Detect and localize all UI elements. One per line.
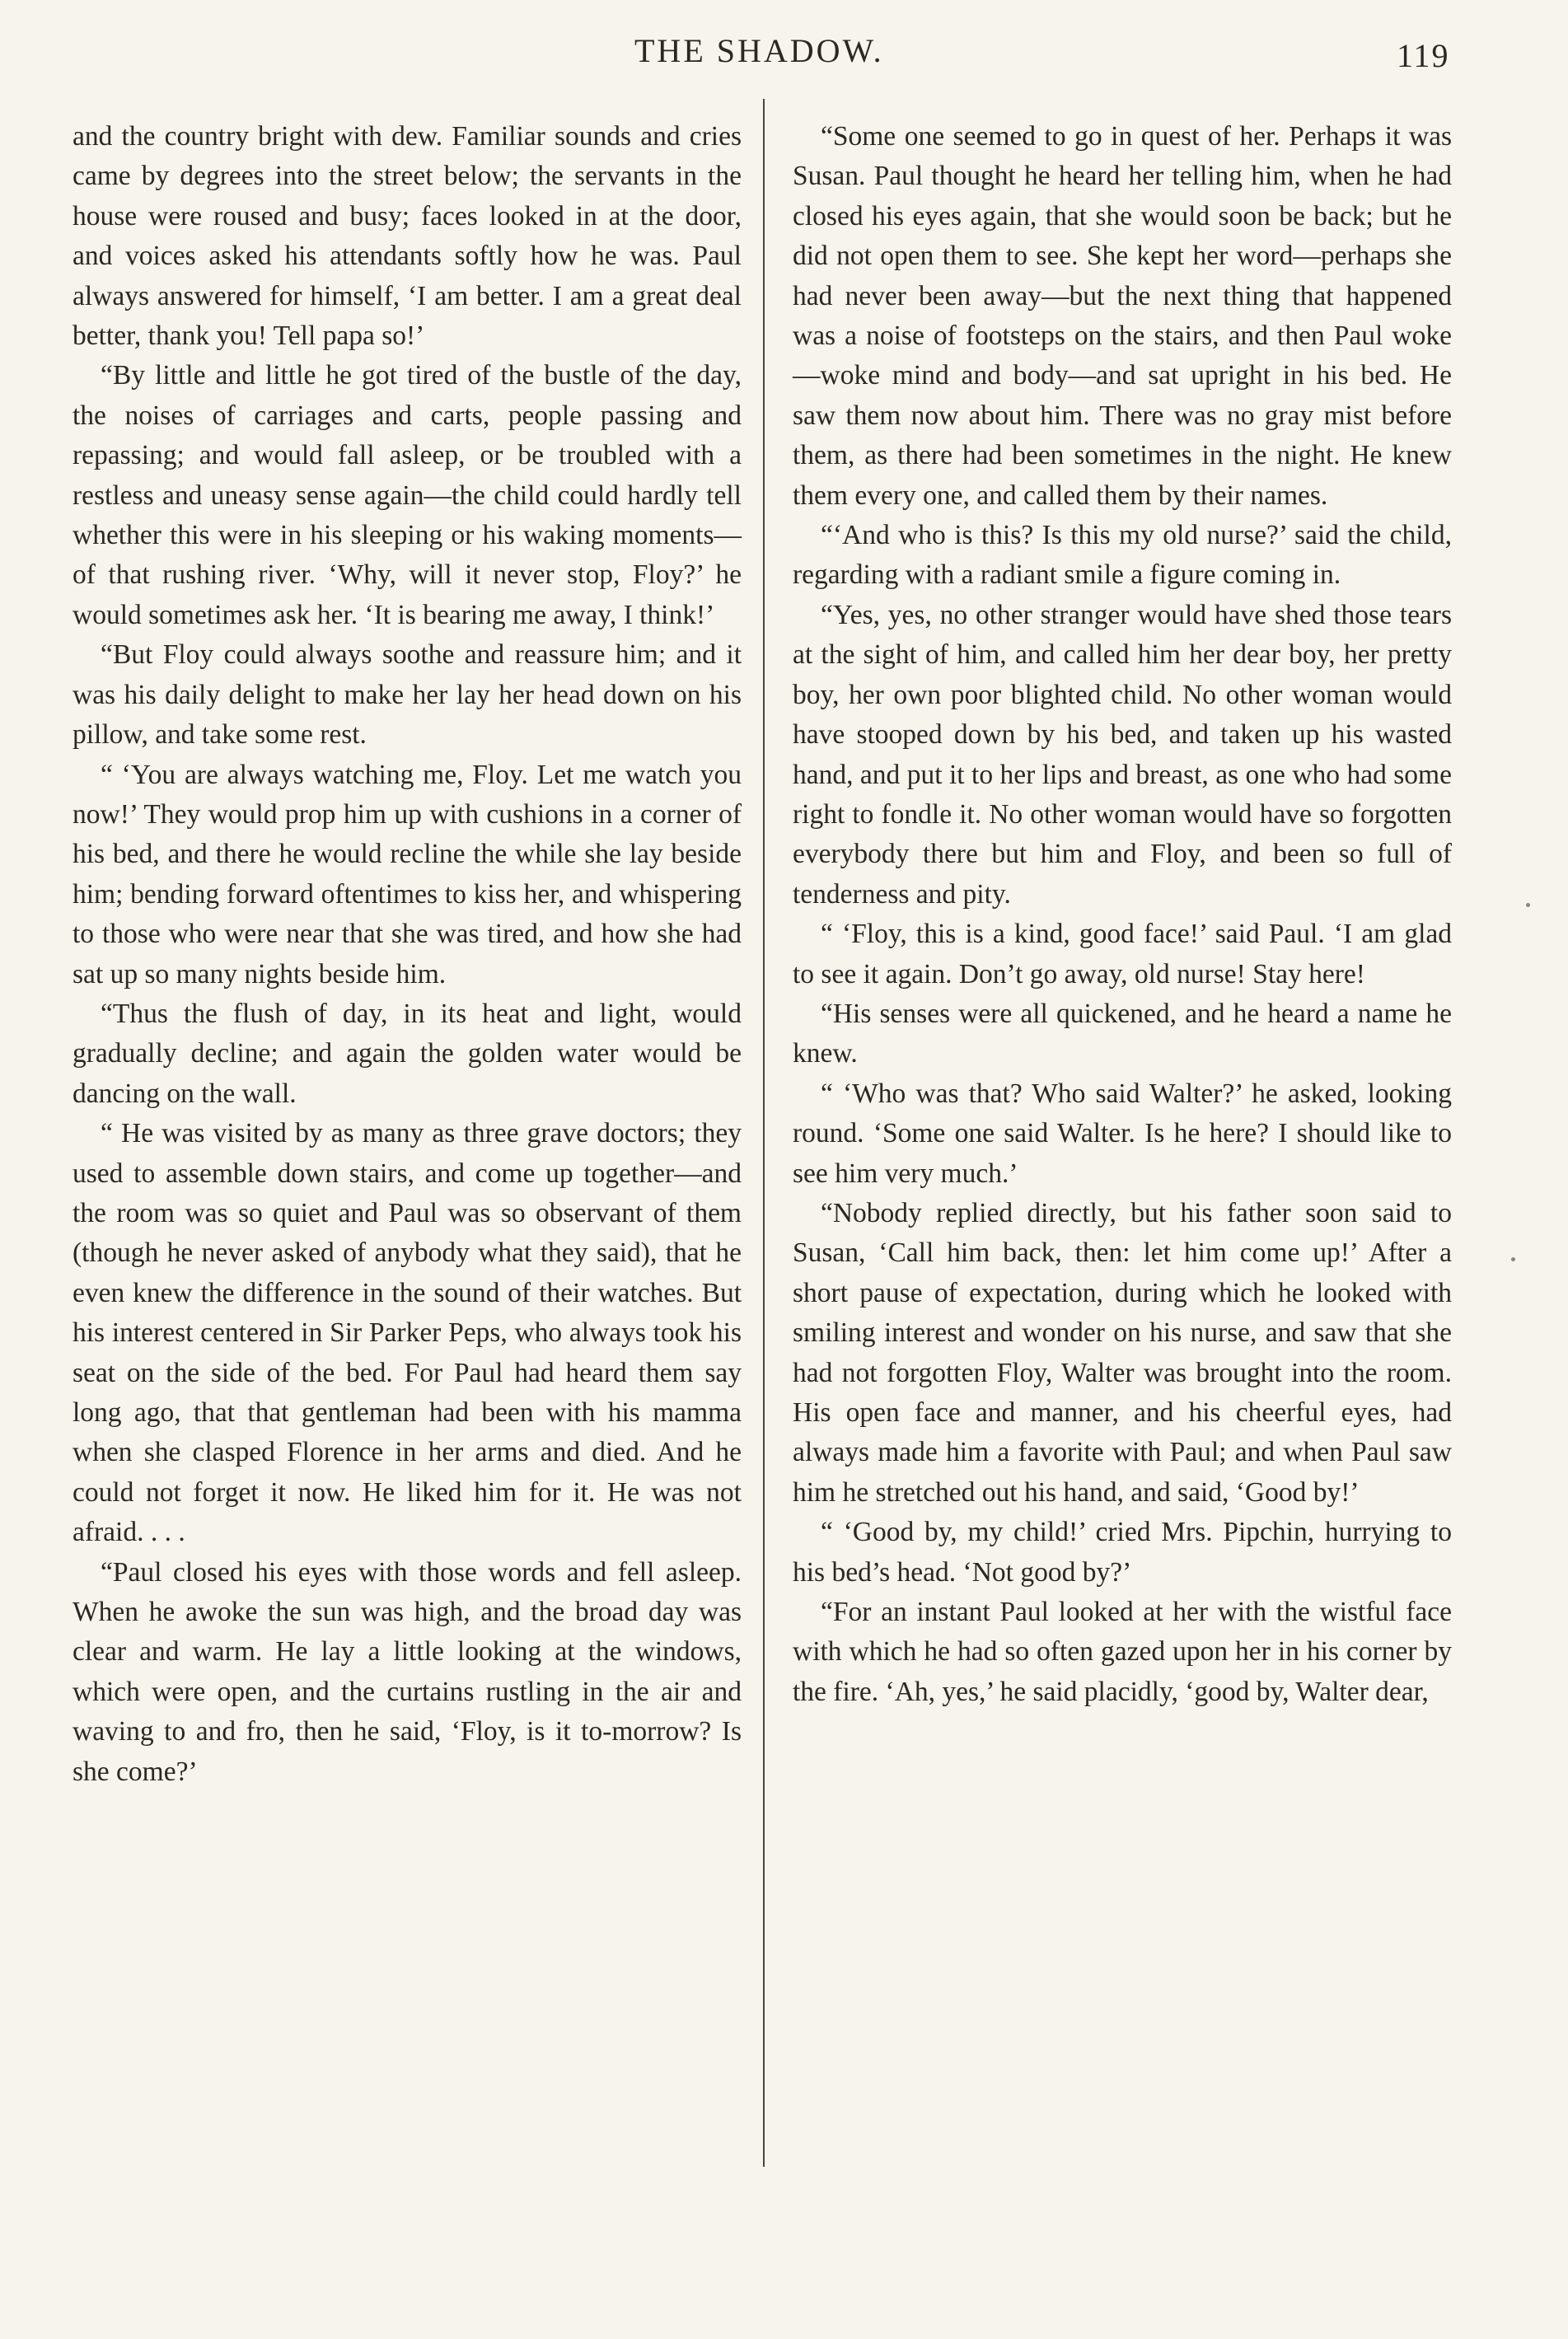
paragraph: and the country bright with dew. Familiar sounds and cries came by degrees into the street below; the servants in the house were roused and busy; faces looked in at the door, and voices asked his attendants softly how he was. Paul always answered for himself, ‘I am better. I am a great deal better, thank you! Tell papa so!’	[73, 121, 742, 352]
paragraph: “Some one seemed to go in quest of her. Perhaps it was Susan. Paul thought he heard her telling him, when he had closed his eyes again, that she would soon be back; but he did not open them to see. She kept her word—perhaps she had never been away—but the next thing that happened was a noise of footsteps on the stairs, and then Paul woke—woke mind and body—and sat upright in his bed. He saw them now about him. There was no gray mist before them, as there had been sometimes in the night. He knew them every one, and called them by their names.	[793, 121, 1452, 511]
page-header	[0, 31, 1568, 81]
paragraph: “His senses were all quickened, and he heard a name he knew.	[793, 998, 1452, 1069]
paragraph: “ ‘You are always watching me, Floy. Let me watch you now!’ They would prop him up with cushions in a corner of his bed, and there he would recline the while she lay beside him; bending forward oftentimes to kiss her, and whispering to those who were near that she was tired, and how she had sat up so many nights beside him.	[73, 759, 742, 989]
paragraph: “Thus the flush of day, in its heat and light, would gradually decline; and again the golden water would be dancing on the wall.	[73, 998, 742, 1109]
paragraph: “But Floy could always soothe and reassure him; and it was his daily delight to make her lay her head down on his pillow, and take some rest.	[73, 639, 742, 751]
paragraph: “ He was visited by as many as three grave doctors; they used to assemble down stairs, and come up together—and the room was so quiet and Paul was so observant of them (though he never asked of anybody what they said), that he even knew the difference in the sound of their watches. But his interest centered in Sir Parker Peps, who always took his seat on the side of the bed. For Paul had heard them say long ago, that that gentleman had been with his mamma when she clasped Florence in her arms and died. And he could not forget it now. He liked him for it. He was not afraid. . . .	[73, 1118, 742, 1548]
paragraph: “ ‘Good by, my child!’ cried Mrs. Pipchin, hurrying to his bed’s head. ‘Not good by?’	[793, 1517, 1452, 1588]
paragraph: “For an instant Paul looked at her with the wistful face with which he had so often gazed upon her in his corner by the fire. ‘Ah, yes,’ he said placidly, ‘good by, Walter dear,	[793, 1597, 1452, 1707]
paragraph: “Nobody replied directly, but his father soon said to Susan, ‘Call him back, then: let him come up!’ After a short pause of expectation, during which he looked with smiling interest and wonder on his nurse, and saw that she had not forgotten Floy, Walter was brought into the room. His open face and manner, and his cheerful eyes, had always made him a favorite with Paul; and when Paul saw him he stretched out his hand, and said, ‘Good by!’	[793, 1197, 1452, 1508]
paragraph: “ ‘Who was that? Who said Walter?’ he asked, looking round. ‘Some one said Walter. Is he here? I should like to see him very much.’	[793, 1078, 1452, 1189]
page-number: 119	[1397, 37, 1450, 74]
column-divider	[763, 99, 765, 2167]
running-title: THE SHADOW.	[634, 32, 884, 69]
paragraph: “Yes, yes, no other stranger would have shed those tears at the sight of him, and called him her dear boy, her pretty boy, her own poor blighted child. No other woman would have stooped down by his bed, and taken up his wasted hand, and put it to her lips and breast, as one who had some right to fondle it. No other woman would have so forgotten everybody there but him and Floy, and been so full of tenderness and pity.	[793, 599, 1452, 910]
paragraph: “By little and little he got tired of the bustle of the day, the noises of carriages and carts, people passing and repassing; and would fall asleep, or be troubled with a restless and uneasy sense again—the child could hardly tell whether this were in his sleeping or his waking moments—of that rushing river. ‘Why, will it never stop, Floy?’ he would sometimes ask her. ‘It is bearing me away, I think!’	[73, 360, 742, 630]
print-speck	[1511, 1257, 1515, 1261]
print-speck	[1526, 903, 1530, 907]
paragraph: “ ‘Floy, this is a kind, good face!’ said Paul. ‘I am glad to see it again. Don’t go away, old nurse! Stay here!	[793, 919, 1452, 989]
right-column	[793, 117, 1452, 1712]
left-column	[73, 117, 742, 1792]
paragraph: “‘And who is this? Is this my old nurse?’ said the child, regarding with a radiant smile a figure coming in.	[793, 520, 1452, 591]
paragraph: “Paul closed his eyes with those words and fell asleep. When he awoke the sun was high, and the broad day was clear and warm. He lay a little looking at the windows, which were open, and the curtains rustling in the air and waving to and fro, then he said, ‘Floy, is it to-morrow? Is she come?’	[73, 1556, 742, 1787]
